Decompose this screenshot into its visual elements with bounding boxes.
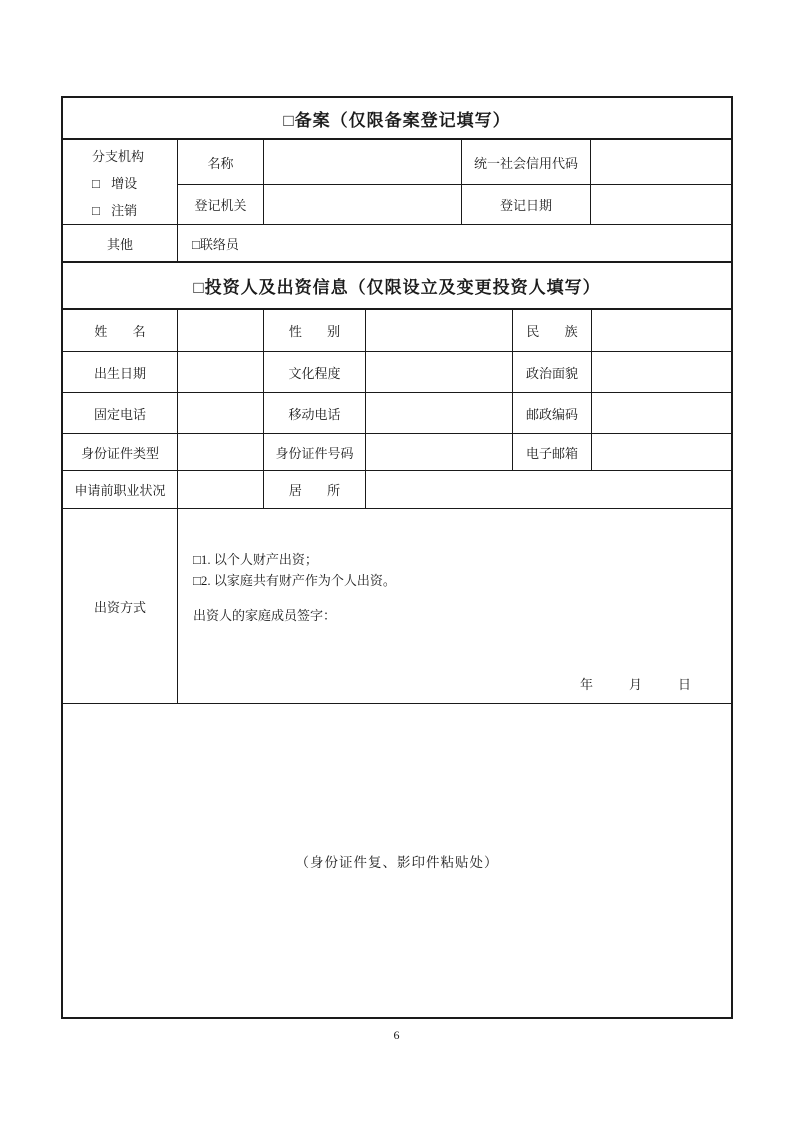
occupation-row: [63, 471, 731, 509]
credit-code-input-cell[interactable]: [591, 140, 731, 184]
email-label-cell: 电子邮箱: [513, 434, 592, 470]
branch-label: 分支机构: [92, 148, 145, 164]
occupation-input-cell[interactable]: [178, 471, 264, 508]
branch-name-label-cell: [178, 140, 264, 184]
mobile-label-cell: 移动电话: [264, 393, 366, 433]
occupation-label-cell: 申请前职业状况: [63, 471, 178, 508]
family-signature-label: 出资人的家庭成员签字：: [193, 608, 337, 623]
branch-name-label: 名称: [207, 155, 234, 171]
date-day-label: 日: [677, 677, 691, 692]
postal-code-input-cell[interactable]: [592, 393, 731, 433]
other-row: [63, 225, 731, 263]
reg-date-label-cell: [462, 185, 591, 224]
contribution-option1-checkbox[interactable]: □1. 以个人财产出资；: [193, 552, 318, 567]
other-label: 其他: [106, 236, 133, 252]
id-type-label-cell: 身份证件类型: [63, 434, 178, 470]
authority-label: 登记机关: [194, 198, 247, 213]
contribution-label-cell: [63, 509, 178, 703]
branch-fields: [178, 140, 731, 224]
education-label-cell: 文化程度: [264, 352, 366, 392]
table-row: [63, 310, 731, 352]
branch-cancel-checkbox[interactable]: □ 注销: [92, 202, 138, 218]
authority-input-cell[interactable]: [264, 185, 462, 224]
landline-input-cell[interactable]: [178, 393, 264, 433]
id-copy-paste-row: [63, 704, 731, 1017]
birthdate-label-cell: 出生日期: [63, 352, 178, 392]
table-row: [63, 393, 731, 434]
gender-input-cell[interactable]: [366, 310, 513, 351]
name-label-cell: 姓 名: [63, 310, 178, 351]
political-status-label-cell: 政治面貌: [513, 352, 592, 392]
email-input-cell[interactable]: [592, 434, 731, 470]
id-number-label-cell: 身份证件号码: [264, 434, 366, 470]
political-status-input-cell[interactable]: [592, 352, 731, 392]
registration-form-table: [61, 96, 733, 1019]
reg-date-label: 登记日期: [499, 198, 552, 213]
contribution-label: 出资方式: [93, 599, 146, 615]
education-input-cell[interactable]: [366, 352, 513, 392]
branch-add-checkbox[interactable]: □ 增设: [92, 175, 138, 191]
page-number: 6: [393, 1028, 400, 1042]
liaison-checkbox[interactable]: □联络员: [192, 236, 239, 252]
contribution-row: [63, 509, 731, 704]
postal-code-label-cell: 邮政编码: [513, 393, 592, 433]
gender-label-cell: 性 别: [264, 310, 366, 351]
id-copy-paste-area: [63, 704, 731, 1017]
branch-name-row: [178, 140, 731, 185]
ethnicity-input-cell[interactable]: [592, 310, 731, 351]
credit-code-label-cell: [462, 140, 591, 184]
table-row: [63, 352, 731, 393]
branch-header-cell: [63, 140, 178, 224]
date-month-label: 月: [628, 677, 642, 692]
filing-section-checkbox-title[interactable]: □备案（仅限备案登记填写）: [283, 110, 511, 130]
branch-name-input-cell[interactable]: [264, 140, 462, 184]
landline-label-cell: 固定电话: [63, 393, 178, 433]
authority-label-cell: [178, 185, 264, 224]
reg-date-input-cell[interactable]: [591, 185, 731, 224]
residence-label-cell: 居 所: [264, 471, 366, 508]
birthdate-input-cell[interactable]: [178, 352, 264, 392]
mobile-input-cell[interactable]: [366, 393, 513, 433]
other-label-cell: [63, 225, 178, 261]
id-number-input-cell[interactable]: [366, 434, 513, 470]
contribution-content-cell: [178, 509, 731, 703]
name-input-cell[interactable]: [178, 310, 264, 351]
id-type-input-cell[interactable]: [178, 434, 264, 470]
residence-input-cell[interactable]: [366, 471, 731, 508]
id-copy-paste-note: （身份证件复、影印件粘贴处）: [295, 854, 499, 870]
branch-authority-row: [178, 185, 731, 224]
ethnicity-label-cell: 民 族: [513, 310, 592, 351]
credit-code-label: 统一社会信用代码: [473, 155, 578, 171]
table-row: [63, 434, 731, 471]
investor-section-title-row: [63, 263, 731, 310]
signature-date-line: [193, 674, 691, 693]
investor-section-checkbox-title[interactable]: □投资人及出资信息（仅限设立及变更投资人填写）: [193, 278, 601, 297]
date-year-label: 年: [579, 677, 593, 692]
filing-section-title-row: [63, 98, 731, 140]
branch-block-row: [63, 140, 731, 225]
contribution-option2-checkbox[interactable]: □2. 以家庭共有财产作为个人出资。: [193, 573, 396, 588]
liaison-cell: [178, 225, 731, 261]
